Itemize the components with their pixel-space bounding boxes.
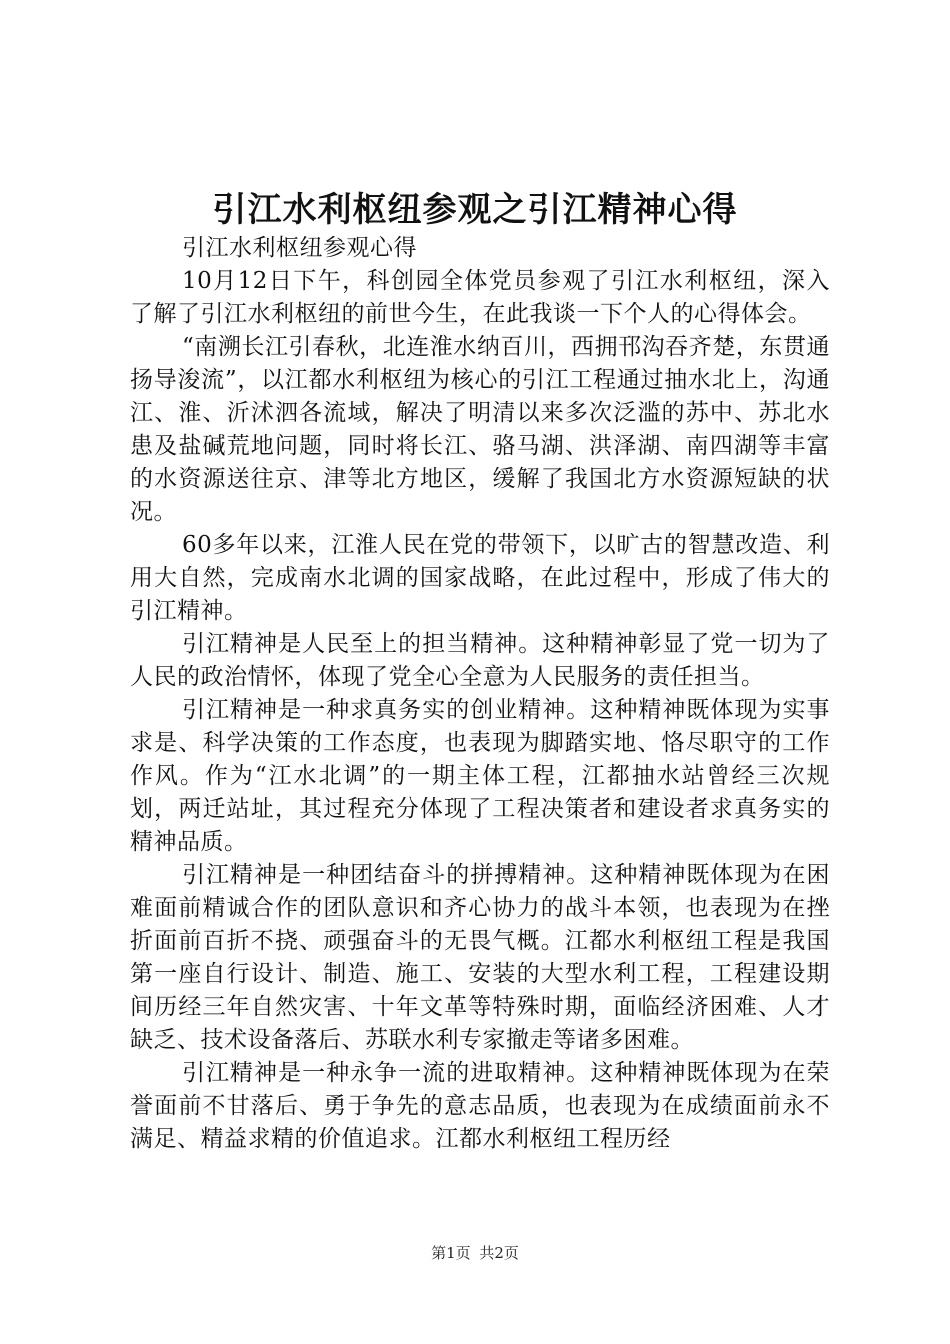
paragraph-subtitle: 引江水利枢纽参观心得	[182, 235, 417, 261]
document-body	[130, 232, 830, 1156]
paragraph: 60多年以来，江淮人民在党的带领下，以旷古的智慧改造、利用大自然，完成南水北调的国家战略，在此过程中，形成了伟大的引江精神。	[130, 532, 830, 624]
paragraph: “南溯长江引春秋，北连淮水纳百川，西拥邗沟吞齐楚，东贯通扬导浚流”，以江都水利枢纽为核心的引江工程通过抽水北上，沟通江、淮、沂沭泗各流域，解决了明清以来多次泛滥的苏中、苏北水患及盐碱荒地问题，同时将长江、骆马湖、洪泽湖、南四湖等丰富的水资源送往京、津等北方地区，缓解了我国北方水资源短缺的状况。	[130, 334, 830, 525]
document-title: 引江水利枢纽参观之引江精神心得	[212, 190, 738, 230]
paragraph: 10月12日下午，科创园全体党员参观了引江水利枢纽，深入了解了引江水利枢纽的前世今生，在此我谈一下个人的心得体会。	[130, 268, 830, 327]
paragraph: 引江精神是人民至上的担当精神。这种精神彰显了党一切为了人民的政治情怀，体现了党全心全意为人民服务的责任担当。	[130, 631, 830, 690]
paragraph: 引江精神是一种团结奋斗的拼搏精神。这种精神既体现为在困难面前精诚合作的团队意识和齐心协力的战斗本领，也表现为在挫折面前百折不挠、顽强奋斗的无畏气概。江都水利枢纽工程是我国第一座自行设计、制造、施工、安装的大型水利工程，工程建设期间历经三年自然灾害、十年文革等特殊时期，面临经济困难、人才缺乏、技术设备落后、苏联水利专家撤走等诸多困难。	[130, 862, 830, 1053]
page-footer	[0, 1243, 950, 1263]
paragraph: 引江精神是一种永争一流的进取精神。这种精神既体现为在荣誉面前不甘落后、勇于争先的意志品质，也表现为在成绩面前永不满足、精益求精的价值追求。江都水利枢纽工程历经	[130, 1060, 830, 1152]
paragraph: 引江精神是一种求真务实的创业精神。这种精神既体现为实事求是、科学决策的工作态度，也表现为脚踏实地、恪尽职守的工作作风。作为“江水北调”的一期主体工程，江都抽水站曾经三次规划，两迁站址，其过程充分体现了工程决策者和建设者求真务实的精神品质。	[130, 697, 830, 855]
page-total: 共2页	[479, 1244, 519, 1262]
page-number: 第1页	[431, 1244, 471, 1262]
